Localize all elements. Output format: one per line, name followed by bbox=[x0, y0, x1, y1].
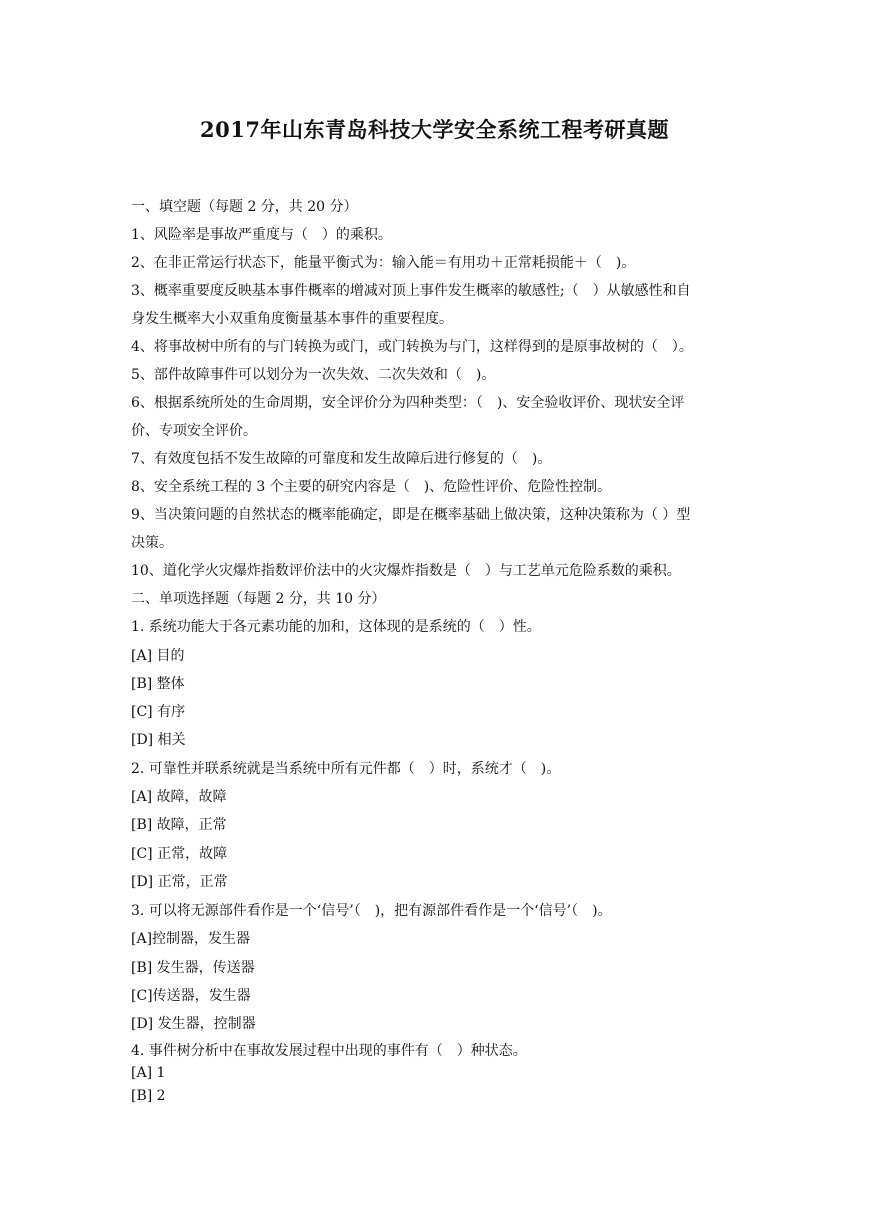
section-heading-fill-in: 一、填空题（每题 2 分，共 20 分） bbox=[131, 199, 358, 215]
question-8: 8、安全系统工程的 3 个主要的研究内容是（ )、危险性评价、危险性控制。 bbox=[131, 479, 612, 495]
mc-option: [A] 故障，故障 bbox=[131, 789, 227, 805]
mc-question-1: 1. 系统功能大于各元素功能的加和，这体现的是系统的（ ）性。 bbox=[131, 619, 541, 635]
mc-option: [A]控制器，发生器 bbox=[131, 931, 251, 947]
mc-option: [A] 1 bbox=[131, 1065, 166, 1081]
question-9-line-1: 9、当决策问题的自然状态的概率能确定，即是在概率基础上做决策，这种决策称为（ ）型 bbox=[131, 507, 691, 523]
question-3-line-1: 3、概率重要度反映基本事件概率的增减对顶上事件发生概率的敏感性;（ ）从敏感性和自 bbox=[131, 283, 691, 299]
section-heading-multiple-choice: 二、单项选择题（每题 2 分，共 10 分） bbox=[131, 591, 386, 607]
mc-option: [C] 有序 bbox=[131, 704, 186, 720]
question-1: 1、风险率是事故严重度与（ ）的乘积。 bbox=[131, 227, 392, 243]
mc-option: [B] 2 bbox=[131, 1088, 166, 1104]
question-6-line-2: 价、专项安全评价。 bbox=[131, 423, 257, 439]
mc-option: [C] 正常，故障 bbox=[131, 846, 228, 862]
question-5: 5、部件故障事件可以划分为一次失效、二次失效和（ )。 bbox=[131, 367, 496, 383]
question-9-line-2: 决策。 bbox=[131, 535, 173, 551]
question-10: 10、道化学火灾爆炸指数评价法中的火灾爆炸指数是（ ）与工艺单元危险系数的乘积。 bbox=[131, 563, 681, 579]
question-3-line-2: 身发生概率大小双重角度衡量基本事件的重要程度。 bbox=[131, 311, 453, 327]
mc-option: [C]传送器，发生器 bbox=[131, 988, 251, 1004]
mc-option: [B] 整体 bbox=[131, 676, 185, 692]
question-4: 4、将事故树中所有的与门转换为或门，或门转换为与门，这样得到的是原事故树的（ ）。 bbox=[131, 339, 693, 355]
question-7: 7、有效度包括不发生故障的可靠度和发生故障后进行修复的（ )。 bbox=[131, 451, 552, 467]
mc-option: [A] 目的 bbox=[131, 648, 185, 664]
mc-question-4: 4. 事件树分析中在事故发展过程中出现的事件有（ ）种状态。 bbox=[131, 1043, 527, 1059]
mc-option: [D] 相关 bbox=[131, 732, 186, 748]
question-6-line-1: 6、根据系统所处的生命周期，安全评价分为四种类型：（ )、安全验收评价、现状安全评 bbox=[131, 395, 685, 411]
page-title: 2017年山东青岛科技大学安全系统工程考研真题 bbox=[200, 117, 669, 142]
mc-option: [D] 正常，正常 bbox=[131, 874, 228, 890]
mc-option: [D] 发生器，控制器 bbox=[131, 1016, 256, 1032]
mc-option: [B] 发生器，传送器 bbox=[131, 960, 255, 976]
question-2: 2、在非正常运行状态下，能量平衡式为：输入能＝有用功＋正常耗损能＋（ )。 bbox=[131, 255, 636, 271]
mc-option: [B] 故障，正常 bbox=[131, 817, 227, 833]
mc-question-2: 2. 可靠性并联系统就是当系统中所有元件都（ ）时，系统才（ )。 bbox=[131, 761, 561, 777]
mc-question-3: 3. 可以将无源部件看作是一个‘信号’（ )，把有源部件看作是一个‘信号’（ )。 bbox=[131, 903, 612, 919]
